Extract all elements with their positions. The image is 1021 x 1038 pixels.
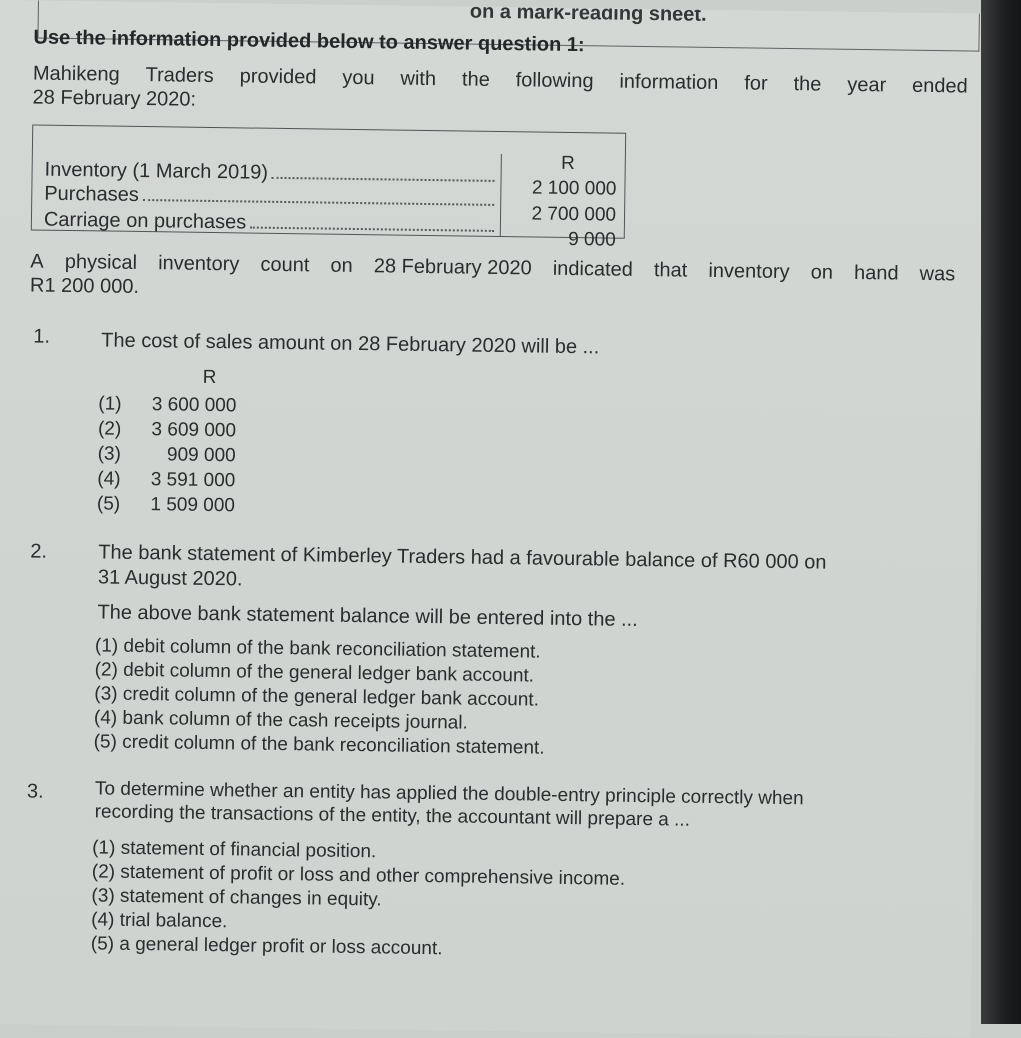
row-value-purchases: 2 700 000: [531, 203, 617, 226]
option-text: a general ledger profit or loss account.: [119, 933, 443, 960]
option-text: statement of financial position.: [120, 837, 377, 863]
monitor-bezel: [981, 0, 1021, 1024]
option-amount: 3 600 000: [151, 394, 237, 417]
row-label-inventory: Inventory (1 March 2019): [44, 158, 269, 184]
row-label-carriage: Carriage on purchases: [43, 208, 247, 234]
intro-word: information: [619, 70, 719, 95]
row-label-purchases: Purchases: [44, 182, 139, 206]
inventory-count-word: A: [30, 250, 44, 273]
inventory-count-word: physical: [64, 250, 138, 274]
question-3-option-3[interactable]: [91, 885, 381, 911]
question-3-number: 3.: [26, 780, 44, 803]
option-text: credit column of the bank reconciliation statement.: [122, 731, 545, 759]
intro-word: the: [793, 73, 822, 96]
intro-word: the: [461, 68, 490, 91]
option-text: statement of profit or loss and other comprehensive income.: [120, 861, 626, 890]
question-3-option-1[interactable]: [92, 837, 376, 863]
currency-header: R: [560, 152, 575, 175]
intro-word: you: [342, 66, 375, 90]
question-1-option-5[interactable]: [97, 493, 235, 517]
table-row-purchases: [44, 183, 494, 212]
option-text: credit column of the general ledger bank account.: [122, 683, 540, 711]
intro-paragraph-line-2: 28 February 2020:: [32, 86, 197, 111]
mark-reading-instruction-text: on a mark-reading sheet.: [469, 0, 707, 26]
table-row-carriage: [44, 209, 494, 238]
option-number: (1): [92, 837, 116, 859]
question-3-text-line-2: recording the transactions of the entity, the accountant will prepare a ...: [94, 801, 691, 831]
inventory-count-line-1: [30, 250, 955, 286]
option-number: (4): [93, 707, 118, 729]
intro-word: ended: [911, 74, 968, 98]
question-2-text-line-2: 31 August 2020.: [97, 566, 243, 591]
intro-word: Traders: [145, 64, 214, 87]
option-number: (3): [94, 683, 118, 705]
question-1-option-2[interactable]: [98, 418, 236, 442]
question-3-text-line-1: To determine whether an entity has applied the double-entry principle correctly when: [94, 778, 804, 810]
section-heading: Use the information provided below to answer question 1:: [33, 26, 585, 57]
intro-word: year: [847, 73, 887, 97]
inventory-count-word: on: [810, 261, 834, 284]
option-text: debit column of the bank reconciliation statement.: [123, 635, 541, 663]
leader-dots: [272, 163, 495, 182]
option-text: bank column of the cash receipts journal.: [122, 707, 468, 734]
intro-word: Mahikeng: [32, 62, 120, 86]
leader-dots: [143, 185, 495, 206]
question-1-text: The cost of sales amount on 28 February 2020 will be ...: [101, 329, 600, 359]
question-2-number: 2.: [30, 540, 48, 563]
option-amount: 3 609 000: [151, 419, 237, 442]
inventory-count-word: indicated: [552, 257, 634, 281]
option-number: (1): [98, 393, 122, 415]
question-1-option-1[interactable]: [98, 393, 236, 417]
inventory-count-word: that: [653, 259, 688, 282]
option-number: (4): [91, 909, 115, 931]
inventory-count-word: hand: [853, 261, 899, 285]
question-1-option-3[interactable]: [98, 443, 236, 467]
option-number: (2): [91, 861, 116, 883]
leader-dots: [250, 213, 494, 232]
option-amount: 909 000: [166, 444, 236, 467]
intro-word: provided: [239, 65, 317, 89]
option-number: (5): [96, 493, 121, 515]
question-2-prompt: The above bank statement balance will be entered into the ...: [97, 601, 638, 631]
option-number: (2): [97, 418, 122, 440]
inventory-count-line-2: R1 200 000.: [29, 274, 140, 298]
inventory-count-word: inventory: [708, 259, 790, 284]
question-3-option-4[interactable]: [91, 909, 228, 933]
question-2-text-line-1: The bank statement of Kimberley Traders had a favourable balance of R60 000 on: [98, 541, 827, 574]
option-number: (4): [97, 468, 121, 490]
option-text: statement of changes in equity.: [119, 885, 382, 911]
intro-word: for: [744, 72, 768, 95]
question-2-option-2[interactable]: [94, 659, 534, 687]
question-1-number: 1.: [33, 325, 51, 348]
question-1-currency-header: R: [202, 366, 217, 389]
option-text: debit column of the general ledger bank account.: [123, 659, 535, 687]
option-number: (5): [90, 933, 115, 955]
option-number: (2): [94, 659, 119, 681]
row-value-inventory: 2 100 000: [531, 177, 617, 200]
question-2-option-5[interactable]: [93, 731, 544, 759]
intro-word: with: [400, 67, 437, 91]
intro-word: following: [515, 69, 594, 93]
option-number: (3): [97, 443, 122, 465]
inventory-count-word: count: [260, 253, 310, 277]
option-number: (3): [91, 885, 115, 907]
table-column-divider: [500, 154, 502, 236]
inventory-count-word: inventory: [158, 252, 240, 276]
inventory-count-word: on: [330, 254, 353, 277]
option-amount: 3 591 000: [150, 469, 236, 492]
option-number: (5): [93, 731, 118, 753]
question-2-option-4[interactable]: [94, 707, 468, 734]
trader-info-table: [31, 124, 626, 251]
option-text: trial balance.: [119, 909, 228, 933]
inventory-count-word: 28 February 2020: [373, 255, 532, 280]
question-3-option-5[interactable]: [91, 933, 443, 960]
option-amount: 1 509 000: [150, 494, 236, 517]
inventory-count-word: was: [919, 262, 956, 286]
row-value-carriage: 9 000: [568, 228, 616, 251]
question-1-option-4[interactable]: [97, 468, 235, 492]
option-number: (1): [94, 635, 119, 657]
